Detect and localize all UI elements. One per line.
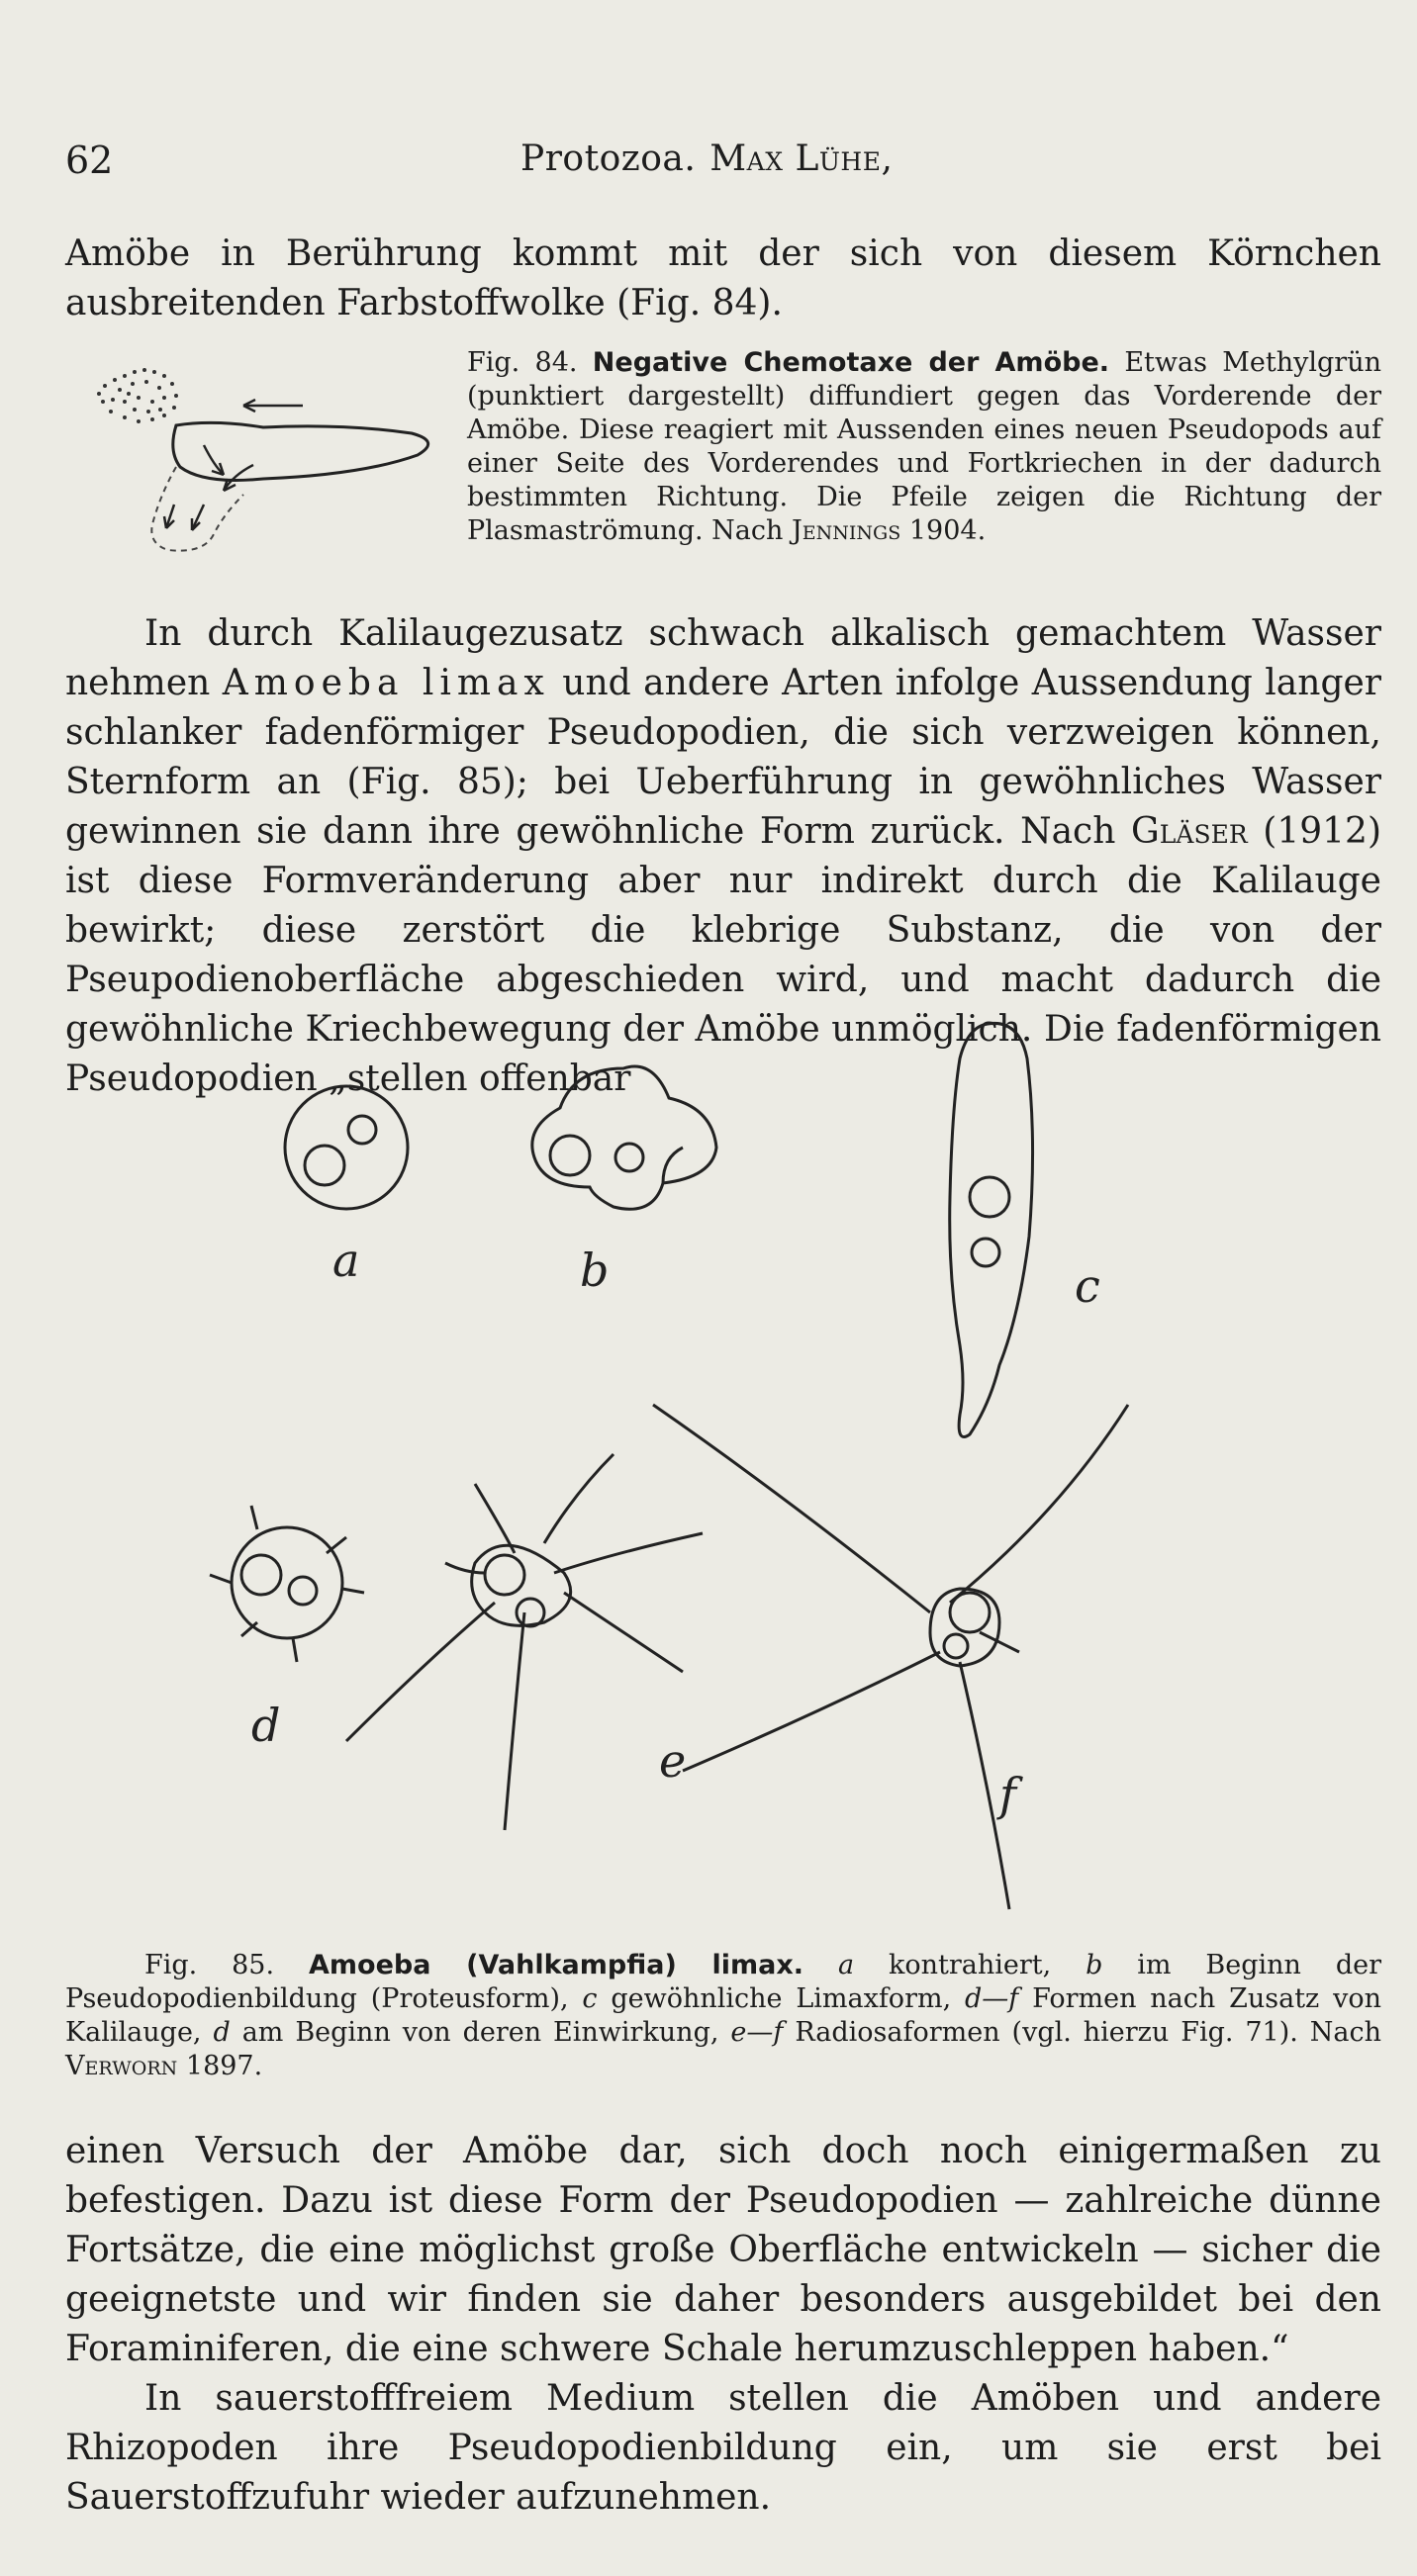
fig85-letters-df: d—f (964, 1983, 1019, 2014)
figure-85-caption (65, 1949, 1381, 2083)
running-head (520, 138, 893, 179)
label-d: d (251, 1699, 281, 1752)
fig84-credit-year: 1904. (908, 515, 987, 546)
text-block-bottom (65, 2127, 1381, 2523)
amoeba-f (653, 1405, 1128, 1909)
species-name: Amoeba limax (222, 663, 550, 703)
fig84-label: Fig. 84. (467, 347, 578, 378)
fig85-title: Amoeba (Vahlkampfia) limax. (308, 1950, 804, 1980)
paragraph-4: In sauerstofffreiem Medium stellen die Amöben und andere Rhizopoden ihre Pseudopodienbildung ein, um sie erst bei Sauerstoffzufuhr wieder aufzunehmen. (65, 2378, 1381, 2518)
paragraph-3: einen Versuch der Amöbe dar, sich doch noch einigermaßen zu befestigen. Dazu ist diese Form der Pseudopodien — zahlreiche dünne Fortsätze, die eine möglichst große Oberfläche entwickeln — sicher die geeignetste und wir finden sie daher besonders ausgebildet bei den Foraminiferen, die eine schwere Schale herumzuschleppen haben.“ (65, 2131, 1381, 2369)
fig85-text-ef: Radiosaformen (vgl. hierzu Fig. 71). Nach (795, 2017, 1382, 2048)
fig85-letter-d: d (213, 2017, 231, 2048)
amoeba-outline (173, 422, 428, 480)
amoeba-a (285, 1086, 408, 1209)
amoeba-b (532, 1066, 716, 1209)
author-name: Max Lühe, (709, 138, 894, 179)
para2-text-a: In durch Kalilaugezusatz schwach alkalisch gemachtem Wasser nehmen (65, 613, 1381, 703)
flow-arrows (164, 400, 303, 530)
fig85-text-a: kontrahiert, (888, 1950, 1052, 1980)
author-glaeser: Gläser (1131, 811, 1248, 852)
para2-text-b: und andere Arten infolge Aussendung langer schlanker fadenförmiger Pseudopodien, die sich verzweigen können, Sternform an (Fig. 85); bei Ueberführung in gewöhnliches Wasser gewinnen sie dann ihre gewöhnliche Form zurück. Nach (65, 663, 1381, 852)
figure-85-illustration (148, 1019, 1267, 1939)
fig84-title: Negative Chemotaxe der Amöbe. (592, 347, 1110, 378)
amoeba-d (210, 1506, 364, 1662)
amoeba-e (346, 1454, 703, 1830)
label-a: a (332, 1234, 360, 1287)
fig85-text-b: im Beginn der Pseudopodienbildung (Proteusform), (65, 1950, 1381, 2014)
figure-84-illustration (65, 356, 441, 574)
text-block-top (65, 230, 1381, 328)
fig85-letter-c: c (582, 1983, 598, 2014)
label-f: f (999, 1768, 1017, 1821)
fig84-credit-name: Jennings (791, 515, 901, 546)
fig85-text-d: am Beginn von deren Einwirkung, (241, 2017, 719, 2048)
dye-cloud (97, 368, 178, 423)
fig85-text-df: Formen nach Zusatz von Kalilauge, (65, 1983, 1381, 2048)
fig85-letter-a: a (837, 1950, 855, 1980)
page-header (65, 138, 1381, 188)
fig84-body: Etwas Methylgrün (punktiert dargestellt) diffundiert gegen das Vorderende der Amöbe. Diese reagiert mit Aussenden eines neuen Pseudopods auf einer Seite des Vorderendes und Fortkriechen in der dadurch bestimmten Richtung. Die Pfeile zeigen die Richtung der Plasmaströmung. Nach (467, 347, 1381, 546)
fig85-label: Fig. 85. (144, 1950, 275, 1980)
figure-84-caption (467, 346, 1381, 548)
fig85-credit-name: Verworn (65, 2051, 178, 2081)
label-b: b (580, 1243, 610, 1297)
amoeba-c (950, 1023, 1033, 1436)
label-c: c (1075, 1259, 1100, 1313)
label-e: e (659, 1734, 687, 1788)
fig85-credit-year: 1897. (185, 2051, 263, 2081)
page-number: 62 (65, 138, 114, 182)
fig85-letters-ef: e—f (730, 2017, 784, 2048)
section-title: Protozoa. (520, 138, 697, 179)
para2-text-c: (1912) ist diese Formveränderung aber nur indirekt durch die Kalilauge bewirkt; diese zerstört die klebrige Substanz, die von der Pseupodienoberfläche abgeschieden wird, und macht dadurch die gewöhnliche Kriechbewegung der Amöbe unmöglich. Die fadenförmigen Pseudopodien „stellen offenbar (65, 811, 1381, 1099)
fig85-text-c: gewöhnliche Limaxform, (611, 1983, 952, 2014)
paragraph-1: Amöbe in Berührung kommt mit der sich von diesem Körnchen ausbreitenden Farbstoffwolke (Fig. 84). (65, 233, 1381, 323)
fig85-letter-b: b (1086, 1950, 1103, 1980)
